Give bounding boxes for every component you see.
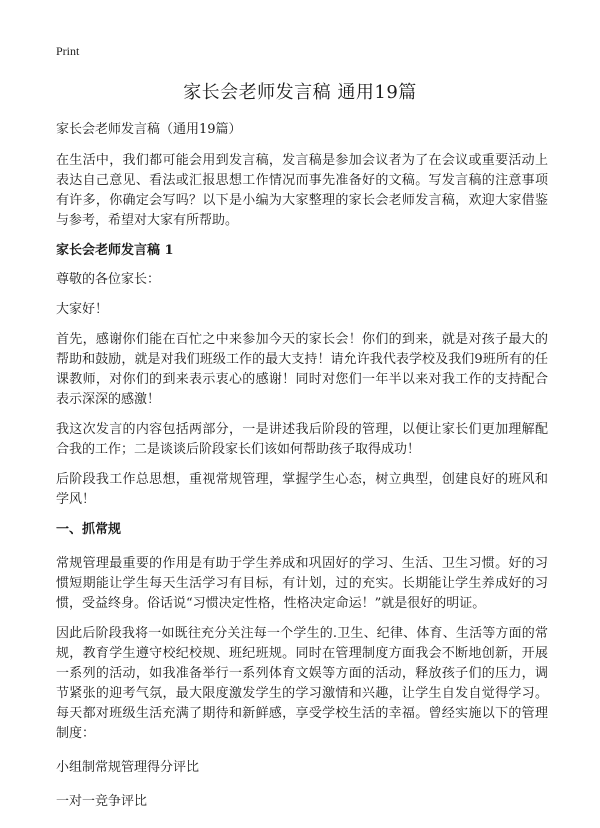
page-title: 家长会老师发言稿 通用19篇 [183,82,417,103]
paragraph-routine-plan: 因此后阶段我将一如既往充分关注每一个学生的.卫生、纪律、体育、生活等方面的常规，教育学生遵守校纪校规、班纪班规。同时在管理制度方面我会不断地创新，开展一系列的活动，如我准备举行一系列体育文娱等方面的活动，释放孩子们的压力，调节紧张的迎考气氛，最大限度激发学生的学习激情和兴趣，让学生自发自觉得学习。每天都对班级生活充满了期待和新鲜感，享受学校生活的幸福。曾经实施以下的管理制度： [56,626,548,741]
document-subtitle: 家长会老师发言稿（通用19篇） [56,122,242,137]
greeting-parents: 尊敬的各位家长： [56,272,161,287]
print-label: Print [56,44,80,58]
paragraph-outline: 我这次发言的内容包括两部分，一是讲述我后阶段的管理，以便让家长们更加理解配合我的工作；二是谈谈后阶段家长们该如何帮助孩子取得成功！ [56,422,548,457]
paragraph-main-idea: 后阶段我工作总思想，重视常规管理，掌握学生心态，树立典型，创建良好的班风和学风！ [56,472,548,507]
paragraph-routine-importance: 常规管理最重要的作用是有助于学生养成和巩固好的学习、生活、卫生习惯。好的习惯短期能让学生每天生活学习有目标，有计划，过的充实。长期能让学生养成好的习惯，受益终身。俗话说“习惯决定性格，性格决定命运！”就是很好的明证。 [56,556,548,611]
paragraph-thanks: 首先，感谢你们能在百忙之中来参加今天的家长会！你们的到来，就是对孩子最大的帮助和鼓励，就是对我们班级工作的最大支持！请允许我代表学校及我们9班所有的任课教师，对你们的到来表示衷心的感谢！同时对您们一年半以来对我工作的支持配合表示深深的感激！ [56,332,548,407]
intro-paragraph: 在生活中，我们都可能会用到发言稿，发言稿是参加会议者为了在会议或重要活动上表达自己意见、看法或汇报思想工作情况而事先准备好的文稿。写发言稿的注意事项有许多，你确定会写吗？以下是小编为大家整理的家长会老师发言稿，欢迎大家借鉴与参考，希望对大家有所帮助。 [56,153,548,228]
list-item-group-scoring: 小组制常规管理得分评比 [56,760,200,775]
greeting-all: 大家好！ [56,302,109,317]
document-body [56,120,548,822]
list-item-one-on-one: 一对一竞争评比 [56,794,148,809]
subsection-heading-routine: 一、抓常规 [56,522,122,537]
section-heading-1: 家长会老师发言稿 1 [56,243,174,258]
